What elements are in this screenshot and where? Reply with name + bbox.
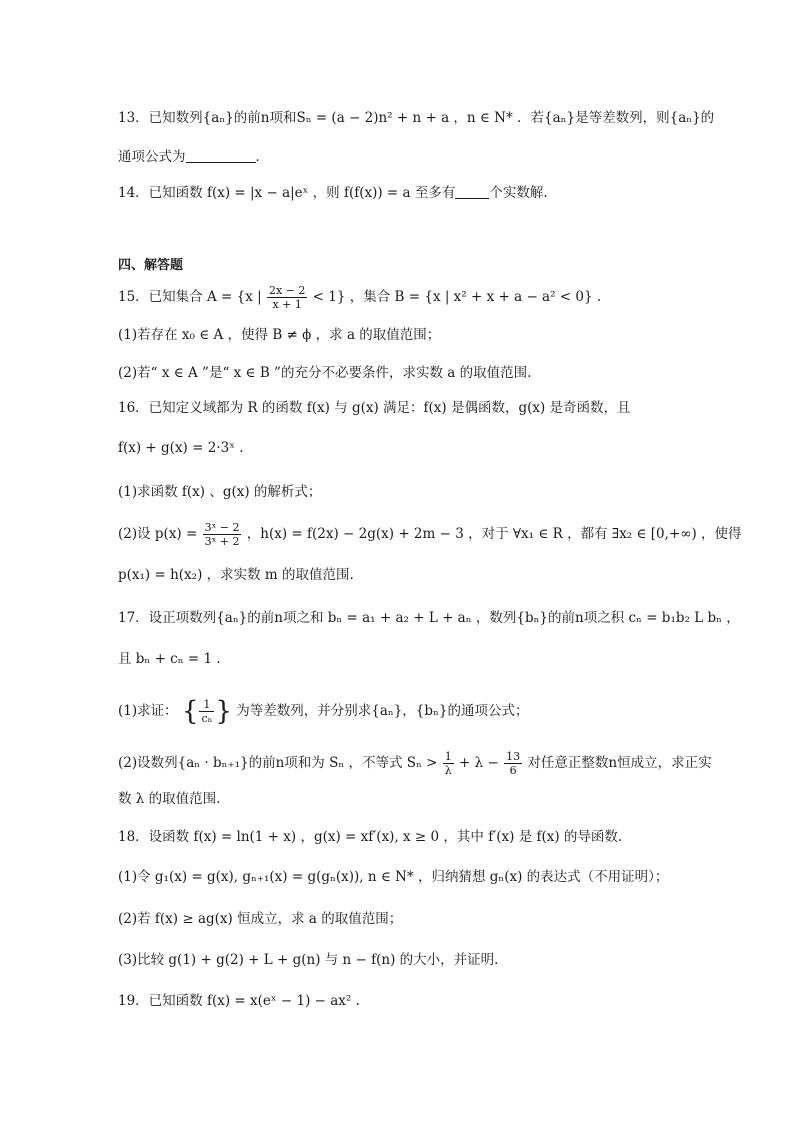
problem-16-text: 16．已知定义域都为 R 的函数 f(x) 与 g(x) 满足：f(x) 是偶函数，g(x) 是奇函数，且 [118,400,631,416]
fraction-16 [203,521,242,548]
problem-13-line1 [118,107,715,129]
problem-16-head [118,397,694,419]
fraction-17c-num: 13 [506,750,521,763]
problem-16-cond [118,437,694,459]
problem-13-end: ． [255,149,269,165]
problem-16-q2-text-b: ，h(x) = f(2x) − 2g(x) + 2m − 3 ，对于 ∀x₁ ∈ R ，都有 ∃x₂ ∈ [0,+∞) ，使得 [246,526,742,542]
problem-17-text: 17．设正项数列{aₙ}的前n项之和 bₙ = a₁ + a₂ + L + aₙ ，数列{bₙ}的前n项之积 cₙ = b₁b₂ L bₙ ， [118,610,740,626]
problem-14-text: 14．已知函数 f(x) = |x − a|eˣ ，则 f(f(x)) = a 至多有 [118,185,456,201]
fraction-17a-num: 1 [199,698,214,712]
fraction-15 [267,284,307,311]
right-brace: } [215,696,232,727]
problem-18-q1-text: (1)令 g₁(x) = g(x), gₙ₊₁(x) = g(gₙ(x)), n ∈ N* ，归纳猜想 gₙ(x) 的表达式（不用证明）； [118,869,669,885]
problem-14 [118,182,694,204]
problem-17-cond [118,648,694,670]
fraction-15-num: 2x − 2 [268,284,306,297]
problem-18-q2 [118,908,694,930]
problem-15-q2 [118,362,694,384]
fraction-17a-den: cₙ [201,712,213,725]
answer-blank-13[interactable] [186,148,256,163]
left-brace: { [181,696,199,727]
problem-15-q2-text: (2)若“ x ∈ A ”是“ x ∈ B ”的充分不必要条件，求实数 a 的取值范围. [118,365,532,381]
fraction-16-den: 3ˣ + 2 [204,535,240,548]
fraction-17a [199,698,214,725]
fraction-17b-num: 1 [444,750,452,763]
problem-16-q2-cont [118,564,694,586]
problem-17-q2-cont [118,788,694,810]
problem-17-q2-text-a: (2)设数列{aₙ · bₙ₊₁}的前n项和为 Sₙ ，不等式 Sₙ > [118,755,438,771]
problem-18-head [118,826,694,848]
problem-18-text: 18．设函数 f(x) = ln(1 + x) ，g(x) = xf′(x), x ≥ 0 ，其中 f′(x) 是 f(x) 的导函数. [118,829,623,845]
fraction-17c [504,750,522,777]
problem-16-q2 [118,521,742,548]
fraction-17b-den: λ [444,764,452,777]
problem-17-q1-text-a: (1)求证： [118,703,178,719]
problem-18-q1 [118,866,694,888]
problem-16-q2-text-a: (2)设 p(x) = [118,526,198,542]
fraction-16-num: 3ˣ − 2 [204,521,240,534]
problem-18-q2-text: (2)若 f(x) ≥ ag(x) 恒成立，求 a 的取值范围； [118,911,403,927]
problem-15-text-b: < 1} ，集合 B = {x | x² + x + a − a² < 0} . [312,289,602,305]
answer-blank-14[interactable] [455,184,489,199]
problem-18-q3 [118,949,694,971]
problem-17-q2-text-b: 对任意正整数n恒成立，求正实 [527,755,712,771]
fraction-17b [443,750,454,777]
problem-16-q1-text: (1)求函数 f(x) 、g(x) 的解析式； [118,484,322,500]
problem-16-q1 [118,481,694,503]
problem-17-q1-text-b: 为等差数列，并分别求{aₙ}，{bₙ}的通项公式； [236,703,529,719]
problem-16-q2-text-c: p(x₁) = h(x₂) ，求实数 m 的取值范围. [118,567,354,583]
problem-17-head [118,607,740,629]
problem-17-q2-text-c: 数 λ 的取值范围. [118,791,221,807]
fraction-15-den: x + 1 [272,298,302,311]
problem-19-head [118,990,694,1012]
problem-17-q2-mid: + λ − [459,755,499,771]
problem-17-q1 [118,698,694,725]
problem-18-q3-text: (3)比较 g(1) + g(2) + L + g(n) 与 n − f(n) 的大小，并证明. [118,952,499,968]
fraction-17c-den: 6 [509,764,517,777]
problem-13-line2 [118,146,694,168]
problem-13-text-cont: 通项公式为 [118,149,186,165]
problem-19-text: 19．已知函数 f(x) = x(eˣ − 1) − ax² . [118,993,360,1009]
problem-13-text: 13．已知数列{aₙ}的前n项和Sₙ = (a − 2)n² + n + a ，n ∈ N* ．若{aₙ}是等差数列，则{aₙ}的 [118,110,715,126]
problem-17-q2 [118,750,712,777]
section-heading [118,254,694,277]
problem-15-head [118,284,694,311]
problem-15-q1-text: (1)若存在 x₀ ∈ A ，使得 B ≠ ϕ ，求 a 的取值范围； [118,327,441,343]
problem-16-cond-text: f(x) + g(x) = 2·3ˣ . [118,440,244,456]
problem-14-end: 个实数解. [489,185,548,201]
problem-15-q1 [118,324,694,346]
problem-15-text-a: 15．已知集合 A = {x | [118,289,262,305]
problem-17-cond-text: 且 bₙ + cₙ = 1 . [118,651,221,667]
section-title: 四、解答题 [118,258,184,273]
